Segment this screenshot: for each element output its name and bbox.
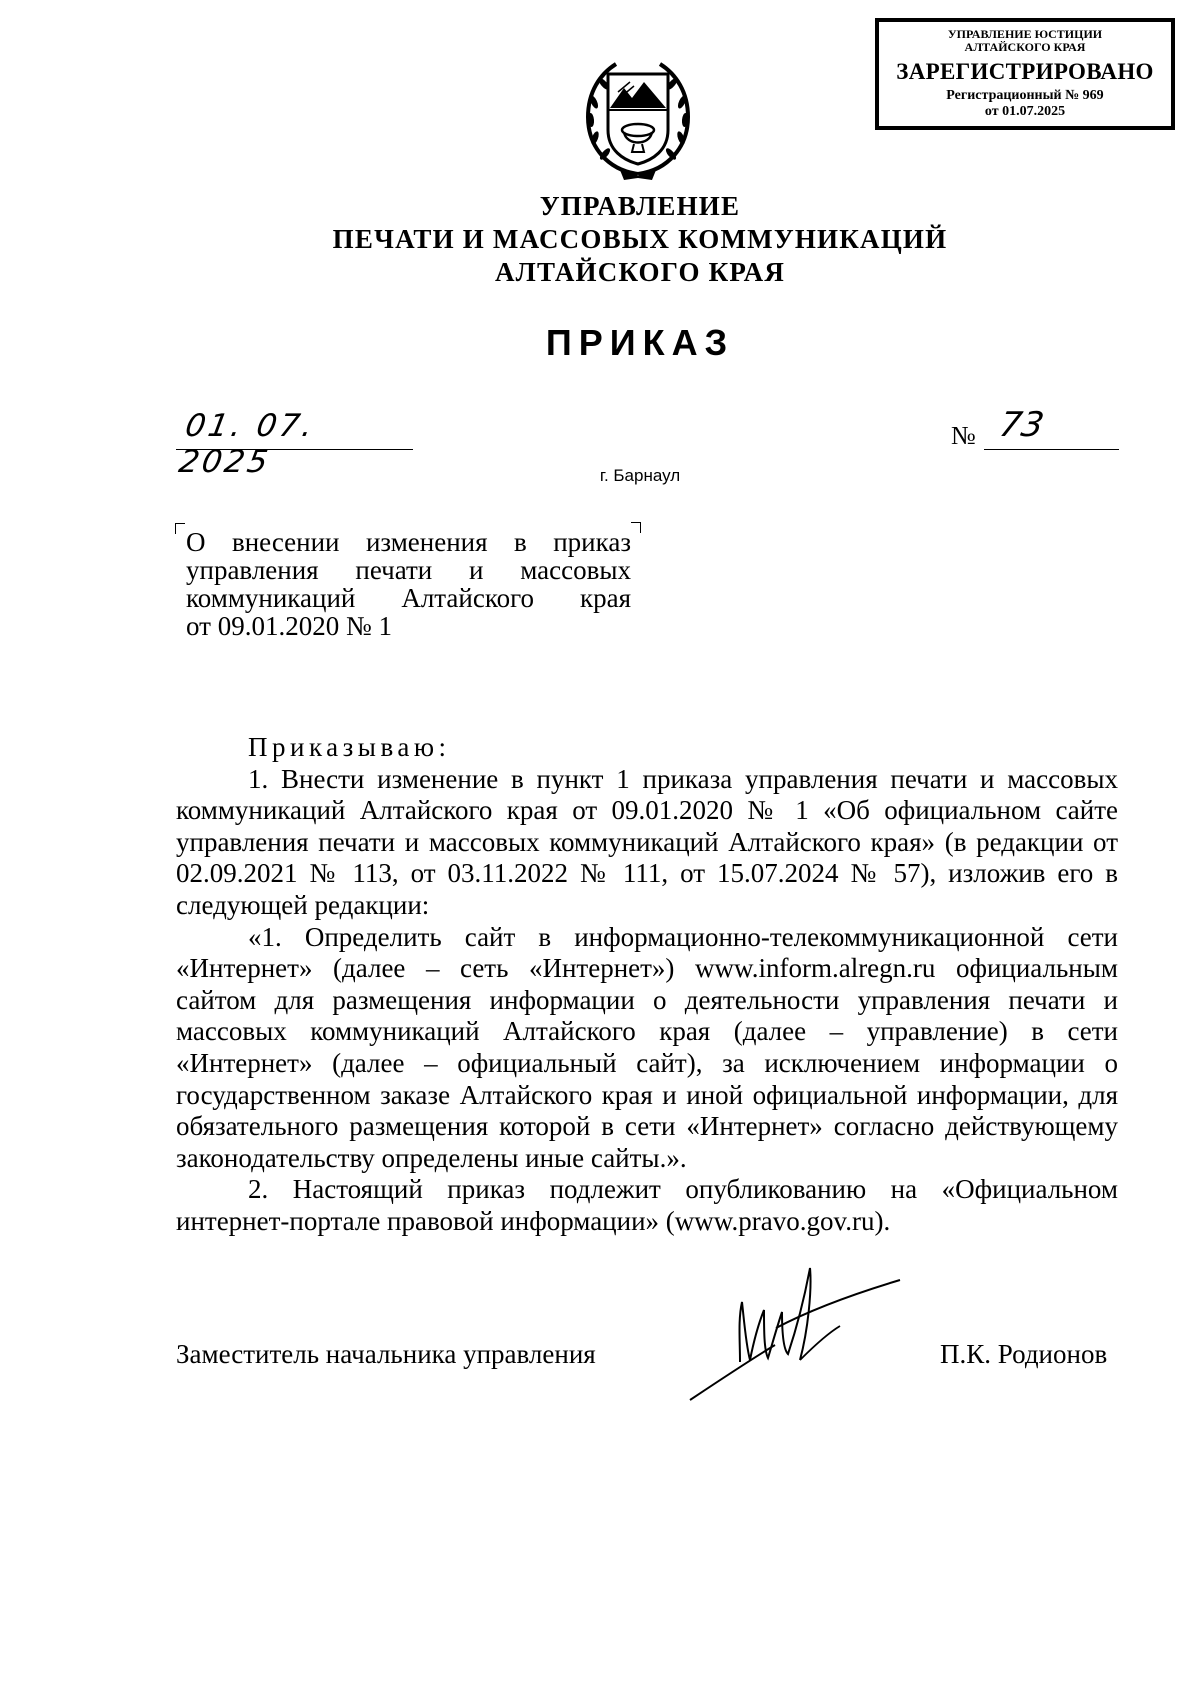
date-underline — [176, 449, 413, 450]
coat-of-arms-emblem — [578, 52, 698, 182]
order-item-2: 2. Настоящий приказ подлежит опубликованию на «Официальном интернет-портале правовой информации» (www.pravo.gov.ru). — [176, 1174, 1118, 1236]
order-date-handwritten: 01. 07. 2025 — [176, 408, 319, 480]
order-body — [176, 732, 1118, 1238]
number-underline — [984, 449, 1119, 450]
stamp-status: ЗАРЕГИСТРИРОВАНО — [896, 59, 1154, 84]
subject-line1: О внесении изменения в приказ — [186, 527, 631, 557]
header-line3: АЛТАЙСКОГО КРАЯ — [494, 257, 786, 287]
subject-line4: от 09.01.2020 № 1 — [186, 611, 392, 641]
order-item-1-quote: «1. Определить сайт в информационно-телекоммуникационной сети «Интернет» (далее – сеть «Интернет») www.inform.alregn.ru официальным сайтом для размещения информации о деятельности управления печати и массовых коммуникаций Алтайского края (далее – управление) в сети «Интернет» (далее – официальный сайт), за исключением информации о государственном заказе Алтайского края и иной официальной информации, для обязательного размещения которой в сети «Интернет» согласно действующему законодательству определены иные сайты.». — [176, 921, 1118, 1173]
subject-line2: управления печати и массовых — [186, 555, 631, 585]
document-title: ПРИКАЗ — [545, 322, 735, 363]
number-sign: № — [951, 421, 976, 450]
issuer-header — [250, 190, 1030, 289]
subject-line3: коммуникаций Алтайского края — [186, 583, 631, 613]
stamp-org-line2: АЛТАЙСКОГО КРАЯ — [964, 40, 1086, 54]
stamp-reg-date: от 01.07.2025 — [984, 104, 1066, 119]
handwritten-signature — [680, 1250, 920, 1420]
subject-corner-left — [175, 523, 185, 534]
header-line2: ПЕЧАТИ И МАССОВЫХ КОММУНИКАЦИЙ — [332, 224, 948, 254]
stamp-reg-number: Регистрационный № 969 — [946, 88, 1104, 103]
header-line1: УПРАВЛЕНИЕ — [539, 191, 741, 221]
order-item-1: 1. Внести изменение в пункт 1 приказа управления печати и массовых коммуникаций Алтайского края от 09.01.2020 № 1 «Об официальном сайте управления печати и массовых коммуникаций Алтайского края» (в редакции от 02.09.2021 № 113, от 03.11.2022 № 111, от 15.07.2024 № 57), изложив его в следующей редакции: — [176, 763, 1118, 920]
order-word: Приказываю: — [248, 732, 451, 762]
registration-stamp — [875, 18, 1175, 130]
order-subject — [186, 528, 631, 640]
signatory-position: Заместитель начальника управления — [176, 1339, 596, 1369]
signatory-name: П.К. Родионов — [940, 1339, 1108, 1369]
order-number-handwritten: 73 — [996, 405, 1047, 445]
city-label: г. Барнаул — [599, 466, 681, 485]
subject-corner-right — [631, 522, 641, 533]
stamp-org-line1: УПРАВЛЕНИЕ ЮСТИЦИИ — [947, 27, 1103, 41]
